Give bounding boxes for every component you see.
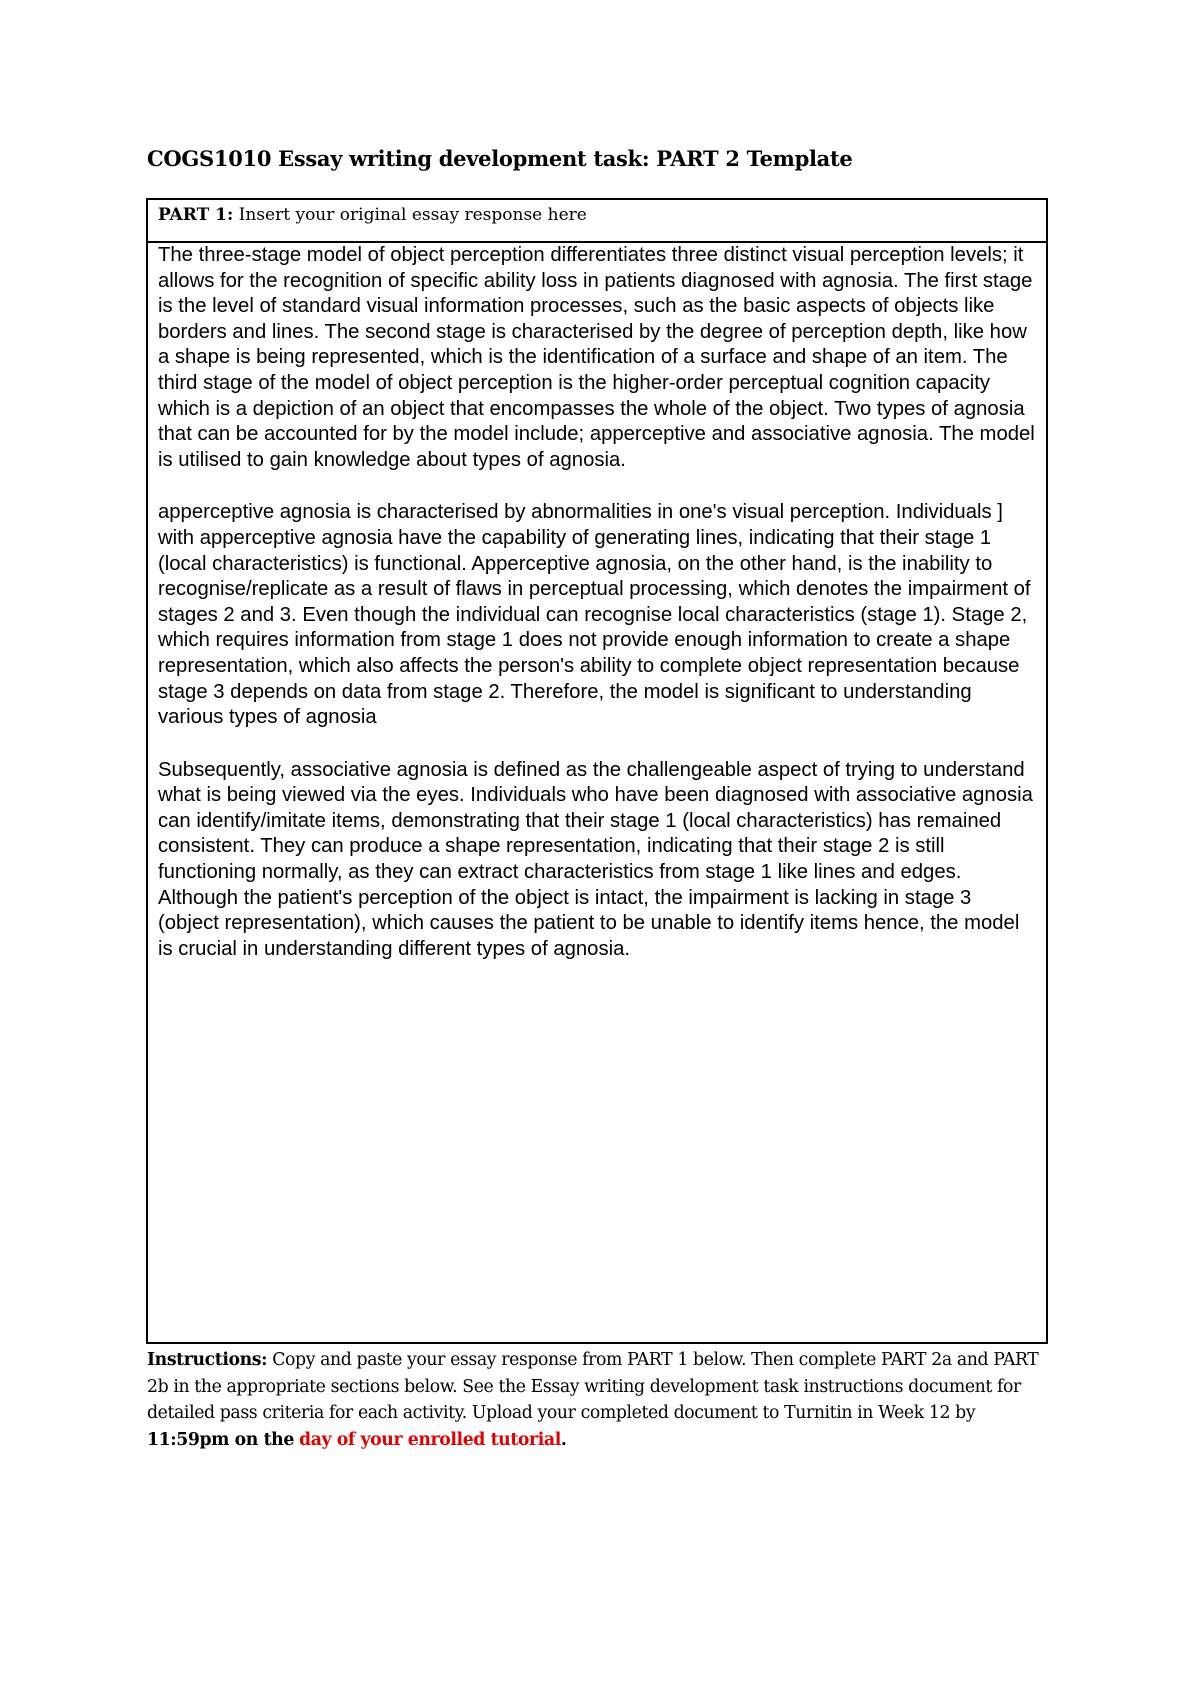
essay-response-area[interactable] [148, 243, 1046, 962]
deadline-day: day of your enrolled tutorial [299, 1429, 561, 1450]
deadline-time: 11:59pm on the [147, 1429, 294, 1450]
part1-header [148, 200, 1046, 243]
essay-paragraph-3: Subsequently, associative agnosia is defined as the challengeable aspect of trying to understand what is being viewed via the eyes. Individuals who have been diagnosed with associative agnosia can identify/imitate items, demonstrating that their stage 1 (local characteristics) has remained consistent. They can produce a shape representation, indicating that their stage 2 is still functioning normally, as they can extract characteristics from stage 1 like lines and edges. Although the patient's perception of the object is intact, the impairment is lacking in stage 3 (object representation), which causes the patient to be unable to identify items hence, the model is crucial in understanding different types of agnosia. [158, 758, 1033, 960]
part1-prompt: Insert your original essay response here [238, 205, 587, 225]
essay-table [146, 198, 1048, 1344]
instructions-label: Instructions: [147, 1350, 268, 1370]
instructions-text: Copy and paste your essay response from PART 1 below. Then complete PART 2a and PART 2b in the appropriate sections below. See the Essay writing development task instructions document for detailed pass criteria for each activity. Upload your completed document to Turnitin in Week 12 by [147, 1350, 1039, 1423]
instructions [147, 1347, 1052, 1453]
essay-paragraph-1: The three-stage model of object perception differentiates three distinct visual perception levels; it allows for the recognition of specific ability loss in patients diagnosed with agnosia. The first stage is the level of standard visual information processes, such as the basic aspects of objects like borders and lines. The second stage is characterised by the degree of perception depth, like how a shape is being represented, which is the identification of a surface and shape of an item. The third stage of the model of object perception is the higher-order perceptual cognition capacity which is a depiction of an object that encompasses the whole of the object. Two types of agnosia that can be accounted for by the model include; apperceptive and associative agnosia. The model is utilised to gain knowledge about types of agnosia. [158, 244, 1035, 471]
instructions-end: . [560, 1429, 567, 1450]
document-title: COGS1010 Essay writing development task: PART 2 Template [147, 146, 853, 171]
essay-paragraph-2: apperceptive agnosia is characterised by abnormalities in one's visual perception. Individuals ] with apperceptive agnosia have the capability of generating lines, indicating that their stage 1 (local characteristics) is functional. Apperceptive agnosia, on the other hand, is the inability to recognise/replicate as a result of flaws in perceptual processing, which denotes the impairment of stages 2 and 3. Even though the individual can recognise local characteristics (stage 1). Stage 2, which requires information from stage 1 does not provide enough information to create a shape representation, which also affects the person's ability to complete object representation because stage 3 depends on data from stage 2. Therefore, the model is significant to understanding various types of agnosia [158, 501, 1031, 729]
part1-label: PART 1: [158, 205, 234, 225]
